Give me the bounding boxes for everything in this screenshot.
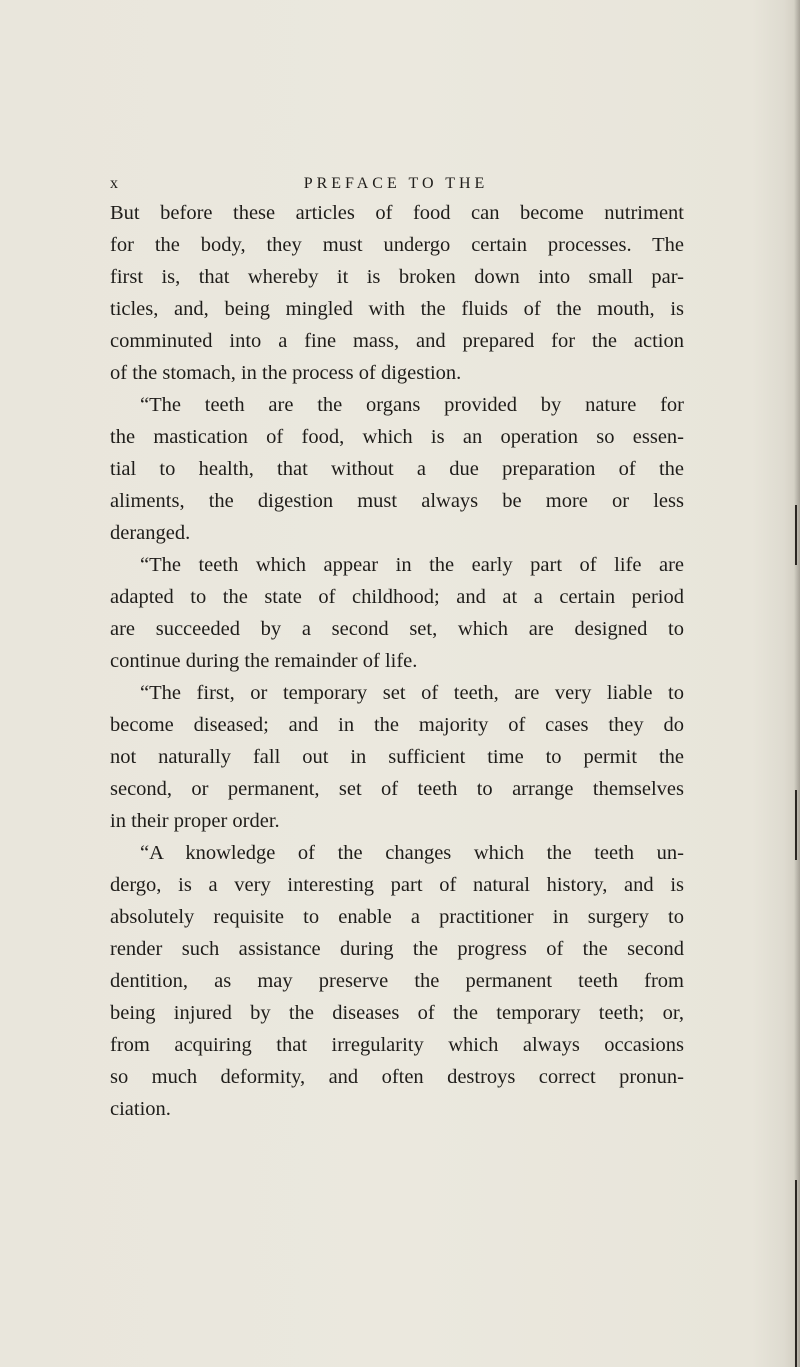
page-number: x [110, 175, 122, 192]
text-line: become diseased; and in the majority of cases they do [110, 714, 684, 736]
text-line: “The teeth are the organs provided by nature for [140, 394, 684, 416]
text-line: “The first, or temporary set of teeth, are very liable to [140, 682, 684, 704]
text-line: But before these articles of food can become nutriment [110, 202, 684, 224]
body-text [110, 197, 684, 1125]
text-line: render such assistance during the progress of the second [110, 938, 684, 960]
text-line: “A knowledge of the changes which the teeth un- [140, 842, 684, 864]
text-line: in their proper order. [110, 810, 280, 832]
text-line: continue during the remainder of life. [110, 650, 418, 672]
adjacent-page-edge [795, 505, 797, 565]
text-line: being injured by the diseases of the temporary teeth; or, [110, 1002, 684, 1024]
text-line: second, or permanent, set of teeth to arrange themselves [110, 778, 684, 800]
text-line: adapted to the state of childhood; and at a certain period [110, 586, 684, 608]
running-head [110, 175, 682, 197]
text-line: for the body, they must undergo certain processes. The [110, 234, 684, 256]
text-line: the mastication of food, which is an operation so essen- [110, 426, 684, 448]
page-edge-shadow [794, 0, 800, 1367]
text-line: not naturally fall out in sufficient time to permit the [110, 746, 684, 768]
text-line: absolutely requisite to enable a practitioner in surgery to [110, 906, 684, 928]
adjacent-page-edge [795, 790, 797, 860]
text-line: dentition, as may preserve the permanent teeth from [110, 970, 684, 992]
text-line: dergo, is a very interesting part of natural history, and is [110, 874, 684, 896]
text-line: deranged. [110, 522, 191, 544]
text-line: comminuted into a fine mass, and prepared for the action [110, 330, 684, 352]
text-line: of the stomach, in the process of digestion. [110, 362, 462, 384]
text-line: aliments, the digestion must always be more or less [110, 490, 684, 512]
text-line: from acquiring that irregularity which always occasions [110, 1034, 684, 1056]
text-line: so much deformity, and often destroys correct pronun- [110, 1066, 684, 1088]
running-title: PREFACE TO THE [303, 175, 489, 192]
text-line: first is, that whereby it is broken down into small par- [110, 266, 684, 288]
text-line: ticles, and, being mingled with the fluids of the mouth, is [110, 298, 684, 320]
adjacent-page-edge [795, 1180, 797, 1367]
text-line: “The teeth which appear in the early part of life are [140, 554, 684, 576]
text-line: tial to health, that without a due preparation of the [110, 458, 684, 480]
text-line: ciation. [110, 1098, 171, 1120]
text-line: are succeeded by a second set, which are designed to [110, 618, 684, 640]
